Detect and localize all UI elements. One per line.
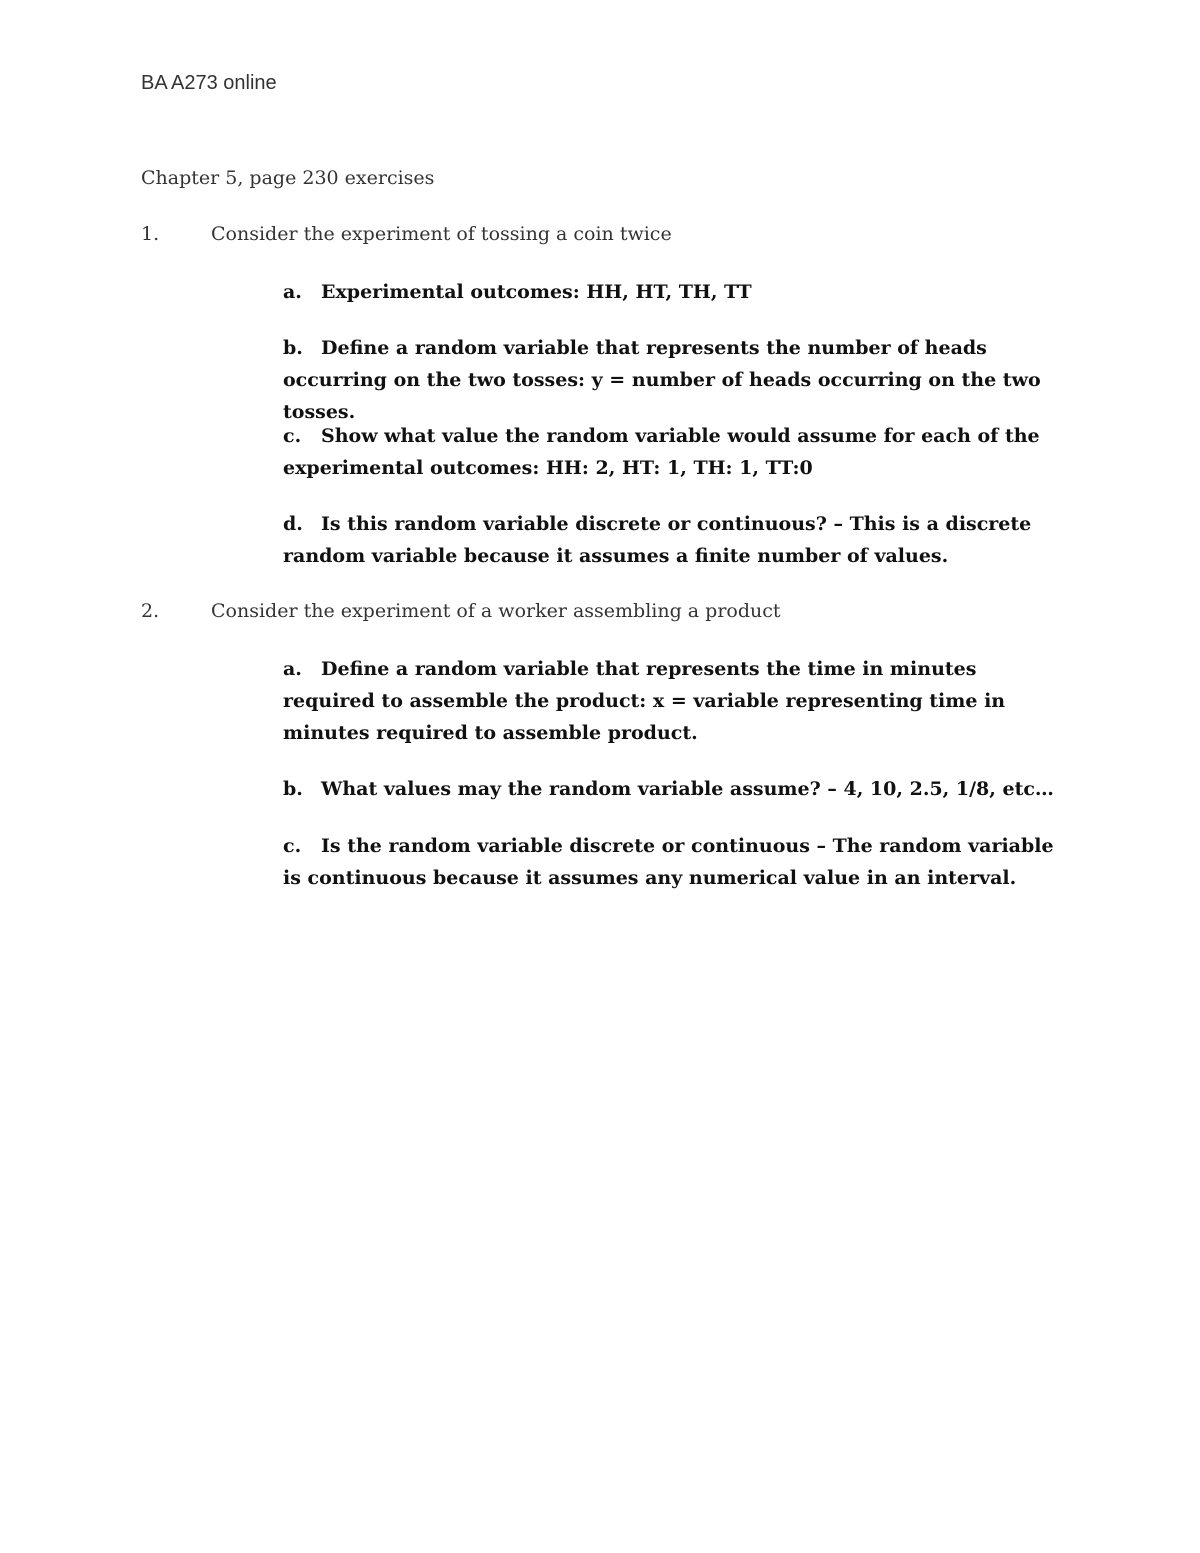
part-letter: b.	[283, 337, 303, 359]
part-letter: d.	[283, 513, 303, 535]
question-1-text: Consider the experiment of tossing a coin twice	[211, 223, 672, 245]
question-2-part-b	[283, 773, 1063, 805]
chapter-title: Chapter 5, page 230 exercises	[141, 167, 435, 189]
question-1-part-d	[283, 508, 1063, 572]
part-text: What values may the random variable assume? – 4, 10, 2.5, 1/8, etc…	[321, 778, 1054, 800]
question-2-part-a	[283, 653, 1063, 749]
part-letter: a.	[283, 658, 302, 680]
part-text: Is this random variable discrete or continuous? – This is a discrete random variable because it assumes a finite number of values.	[283, 513, 1032, 567]
document-header: BA A273 online	[141, 72, 277, 94]
question-1-part-b	[283, 332, 1063, 428]
part-letter: c.	[283, 835, 302, 857]
part-letter: a.	[283, 281, 302, 303]
question-1-part-a	[283, 276, 1063, 308]
question-2-text: Consider the experiment of a worker assembling a product	[211, 600, 781, 622]
part-text: Define a random variable that represents the time in minutes required to assemble the product: x = variable representing time in minutes required to assemble product.	[283, 658, 1006, 744]
part-text: Is the random variable discrete or continuous – The random variable is continuous because it assumes any numerical value in an interval.	[283, 835, 1054, 889]
part-letter: b.	[283, 778, 303, 800]
question-1-number: 1.	[141, 223, 160, 245]
part-text: Show what value the random variable would assume for each of the experimental outcomes: HH: 2, HT: 1, TH: 1, TT:0	[283, 425, 1040, 479]
part-letter: c.	[283, 425, 302, 447]
part-text: Define a random variable that represents the number of heads occurring on the two tosses: y = number of heads occurring on the two tosses.	[283, 337, 1041, 423]
question-2-part-c	[283, 830, 1063, 894]
part-text: Experimental outcomes: HH, HT, TH, TT	[321, 281, 752, 303]
question-2-number: 2.	[141, 600, 160, 622]
question-1-part-c	[283, 420, 1063, 484]
